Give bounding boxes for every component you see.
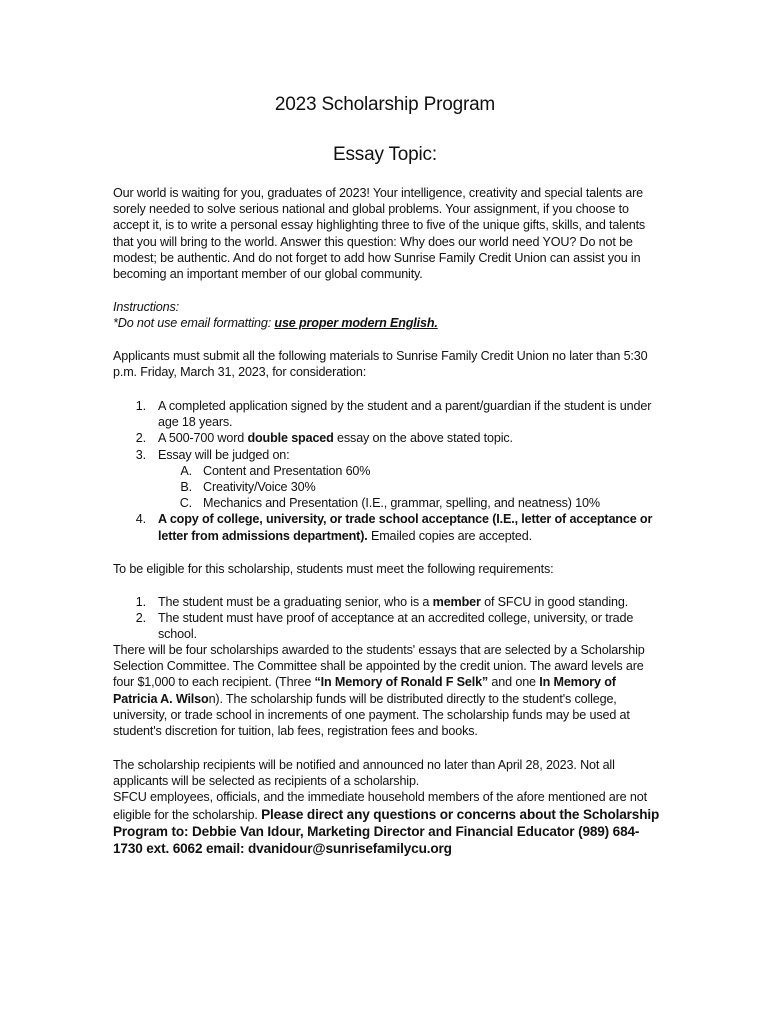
list-item-text: The student must have proof of acceptance at an accredited college, university, or trade school. (158, 611, 634, 642)
notification-paragraph (113, 757, 661, 857)
list-number: 2. (135, 611, 146, 626)
list-item (113, 594, 661, 610)
list-item (113, 398, 661, 430)
exclusion-text: SFCU employees, officials, and the immediate household members of the afore mentioned are not eligible for the scholarship. (113, 790, 647, 822)
list-item-text: of SFCU in good standing. (480, 595, 629, 609)
list-item-text: A 500-700 word (158, 431, 248, 446)
list-item-text: The student must be a graduating senior, who is a (158, 595, 433, 609)
instructions-block (113, 299, 661, 331)
materials-list (113, 398, 661, 544)
eligibility-paragraph: To be eligible for this scholarship, students must meet the following requirements: (113, 562, 554, 576)
list-item-text: A completed application signed by the student and a parent/guardian if the student is under age 18 years. (158, 399, 652, 430)
instructions-note (113, 315, 661, 331)
criteria-letter: A. (180, 463, 192, 478)
instructions-note-emphasis: use proper modern English. (274, 316, 438, 331)
criteria-item (158, 463, 661, 479)
instructions-heading: Instructions: (113, 300, 179, 314)
list-item (113, 430, 661, 446)
awards-text: n). The scholarship funds will be distributed directly to the student's college, university, or trade school in increments of one payment. The scholarship funds may be used at student's discretion for tuition, lab fees, registration fees and books. (113, 691, 630, 739)
essay-topic-heading: Essay Topic: (333, 144, 437, 165)
intro-paragraph: Our world is waiting for you, graduates of 2023! Your intelligence, creativity and special talents are sorely needed to solve serious national and global problems. Your assignment, if you choose to accept it, is to write a personal essay highlighting three to five of the unique gifts, skills, and talents that you will bring to the world. Answer this question: Why does our world need YOU? Do not be modest; be authentic. And do not forget to add how Sunrise Family Credit Union can assist you in becoming an important member of our global community. (113, 186, 646, 282)
criteria-letter: B. (180, 480, 192, 495)
award-name-wilson: In Memory of Patricia A. Wilso (113, 675, 616, 706)
criteria-text: Mechanics and Presentation (I.E., grammar, spelling, and neatness) 10% (203, 496, 600, 511)
submission-paragraph: Applicants must submit all the following materials to Sunrise Family Credit Union no later than 5:30 p.m. Friday, March 31, 2023, for consideration: (113, 349, 648, 380)
list-number: 4. (135, 512, 146, 527)
list-item (113, 511, 661, 543)
list-item-bold: member (432, 595, 481, 609)
instructions-note-prefix: *Do not use email formatting: (113, 316, 275, 331)
contact-info: Please direct any questions or concerns about the Scholarship Program to: Debbie Van Idour, Marketing Director and Financial Educator (989) 684-1730 ext. 6062 email: dvanidour@sunrisefamilycu.org (113, 806, 660, 857)
criteria-text: Content and Presentation 60% (203, 463, 371, 478)
awards-text: and one (488, 675, 540, 690)
criteria-list (158, 463, 661, 512)
list-item (113, 447, 661, 463)
list-number: 1. (135, 399, 146, 413)
notification-text: The scholarship recipients will be notified and announced no later than April 28, 2023. Not all applicants will be selected as recipients of a scholarship. (113, 758, 615, 789)
list-item-text: Emailed copies are accepted. (367, 528, 532, 543)
criteria-item (158, 495, 661, 511)
list-item-text: essay on the above stated topic. (333, 431, 513, 446)
awards-paragraph (113, 642, 661, 739)
criteria-letter: C. (179, 496, 192, 511)
requirements-list (113, 594, 661, 643)
criteria-text: Creativity/Voice 30% (203, 480, 316, 495)
list-item-text: Essay will be judged on: (158, 447, 290, 462)
list-item-bold: double spaced (247, 431, 334, 446)
list-number: 1. (135, 595, 146, 609)
criteria-item (158, 479, 661, 495)
eligibility-exclusion (113, 789, 661, 857)
list-item (113, 610, 661, 642)
document-title: 2023 Scholarship Program (274, 94, 496, 115)
award-name-selk: “In Memory of Ronald F Selk” (314, 675, 489, 690)
list-number: 3. (135, 447, 146, 462)
awards-text: There will be four scholarships awarded to the students' essays that are selected by a Scholarship Selection Committee. The Committee shall be appointed by the credit union. The award levels are four $1,000 to each recipient. (Three (113, 643, 645, 690)
list-item-bold: A copy of college, university, or trade school acceptance (I.E., letter of acceptance or letter from admissions department). (158, 512, 653, 543)
list-number: 2. (135, 431, 146, 446)
